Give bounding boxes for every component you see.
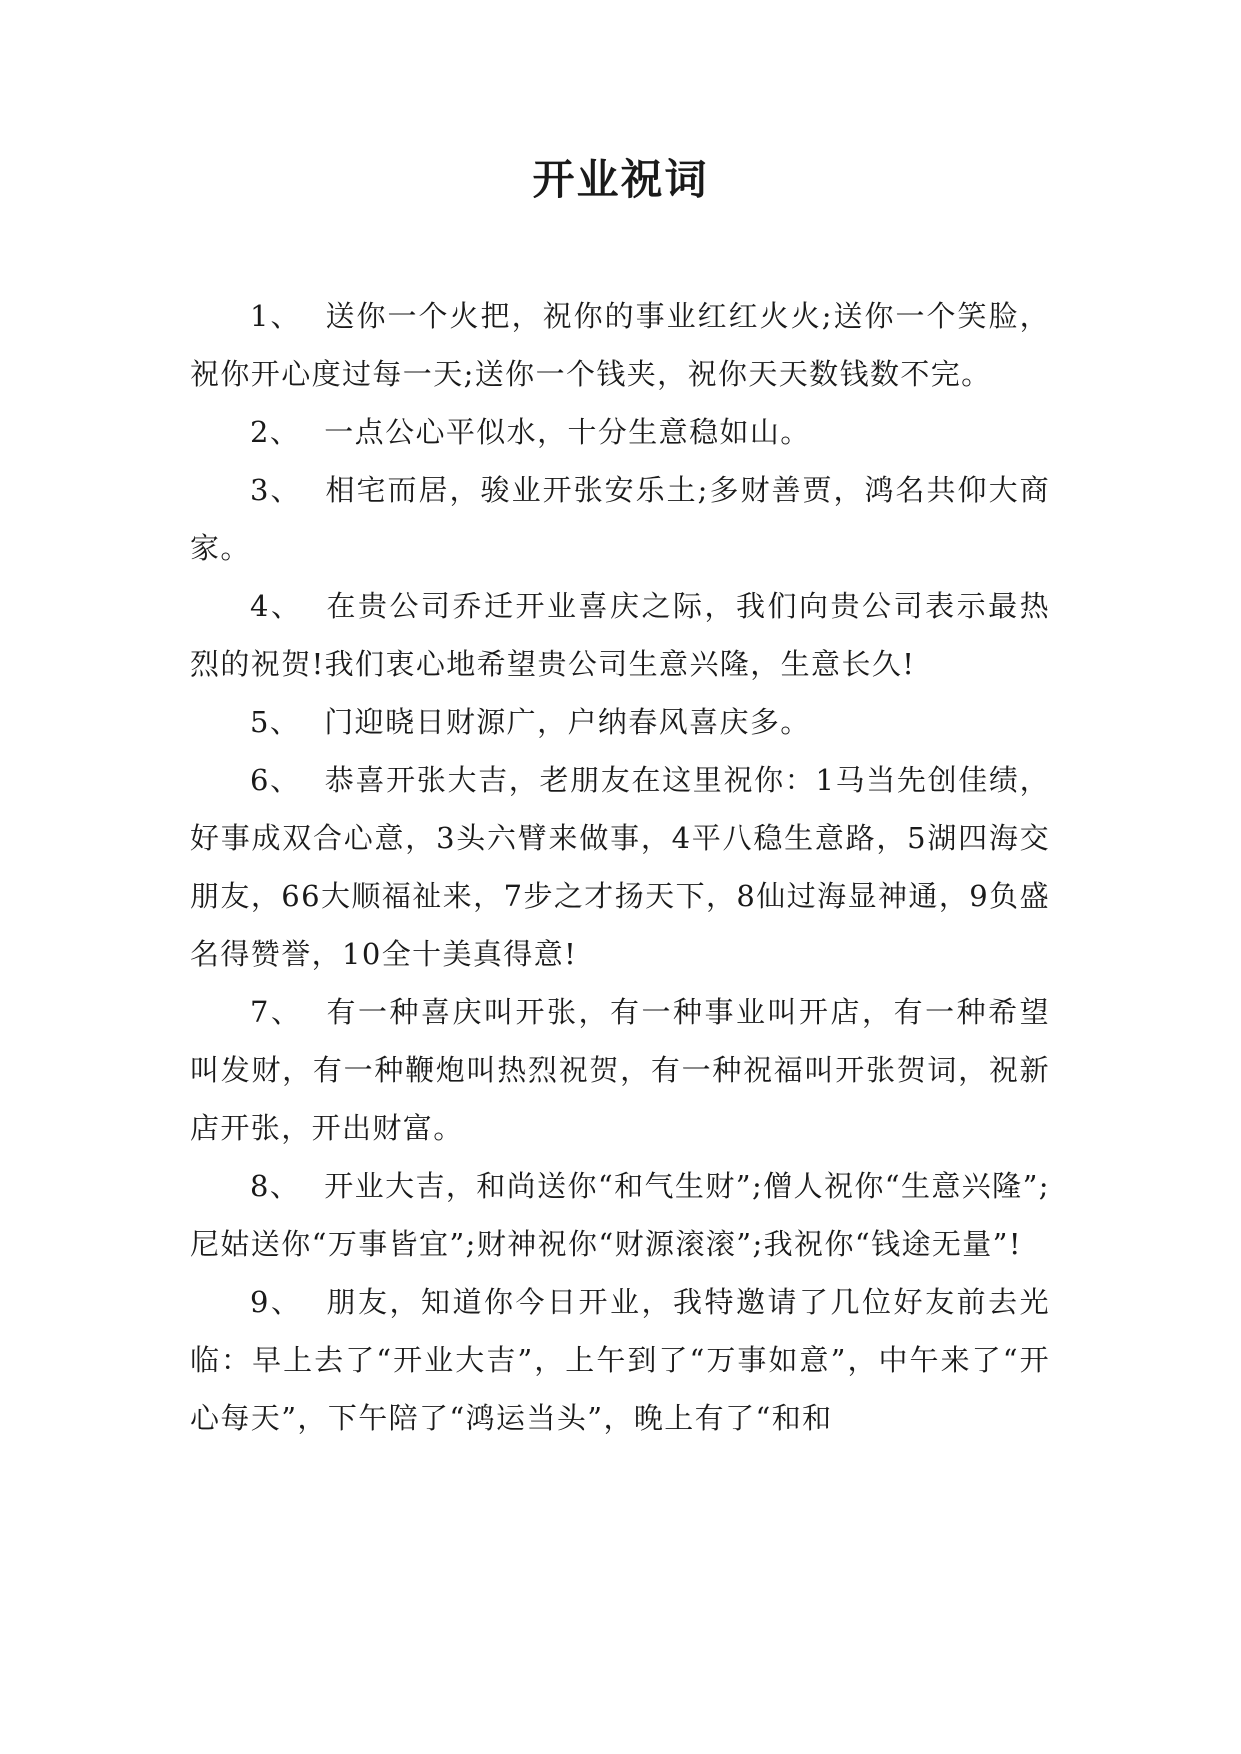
paragraph-text: 有一种喜庆叫开张，有一种事业叫开店，有一种希望叫发财，有一种鞭炮叫热烈祝贺，有一种祝福叫开张贺词，祝新店开张，开出财富。 xyxy=(190,995,1050,1145)
paragraph-text: 门迎晓日财源广，户纳春风喜庆多。 xyxy=(324,705,811,739)
paragraph-number: 2、 xyxy=(250,415,301,449)
paragraph-number: 8、 xyxy=(250,1169,301,1203)
paragraph-number: 1、 xyxy=(250,299,302,333)
paragraph-text: 一点公心平似水，十分生意稳如山。 xyxy=(324,415,811,449)
paragraph-number: 7、 xyxy=(250,995,303,1029)
paragraph-4 xyxy=(190,577,1050,693)
paragraph-text: 恭喜开张大吉，老朋友在这里祝你：1马当先创佳绩，好事成双合心意，3头六臂来做事，4平八稳生意路，5湖四海交朋友，66大顺福祉来，7步之才扬天下，8仙过海显神通，9负盛名得赞誉，10全十美真得意! xyxy=(190,763,1050,971)
paragraph-text: 在贵公司乔迁开业喜庆之际，我们向贵公司表示最热烈的祝贺!我们衷心地希望贵公司生意兴隆，生意长久! xyxy=(190,589,1050,681)
paragraph-text: 朋友，知道你今日开业，我特邀请了几位好友前去光临：早上去了“开业大吉”，上午到了“万事如意”，中午来了“开心每天”，下午陪了“鸿运当头”，晚上有了“和和 xyxy=(190,1285,1050,1435)
paragraph-number: 9、 xyxy=(250,1285,303,1319)
document-body xyxy=(190,287,1050,1447)
paragraph-number: 3、 xyxy=(250,473,302,507)
paragraph-number: 5、 xyxy=(250,705,301,739)
document-title: 开业祝词 xyxy=(532,155,709,204)
paragraph-number: 4、 xyxy=(250,589,303,623)
paragraph-text: 送你一个火把，祝你的事业红红火火;送你一个笑脸，祝你开心度过每一天;送你一个钱夹，祝你天天数钱数不完。 xyxy=(190,299,1050,391)
paragraph-text: 相宅而居，骏业开张安乐土;多财善贾，鸿名共仰大商家。 xyxy=(190,473,1050,565)
paragraph-9 xyxy=(190,1273,1050,1447)
paragraph-2 xyxy=(190,403,1050,461)
paragraph-number: 6、 xyxy=(250,763,301,797)
paragraph-7 xyxy=(190,983,1050,1157)
paragraph-1 xyxy=(190,287,1050,403)
paragraph-text: 开业大吉，和尚送你“和气生财”;僧人祝你“生意兴隆”;尼姑送你“万事皆宜”;财神祝你“财源滚滚”;我祝你“钱途无量”! xyxy=(190,1169,1050,1261)
paragraph-6 xyxy=(190,751,1050,983)
paragraph-8 xyxy=(190,1157,1050,1273)
paragraph-3 xyxy=(190,461,1050,577)
paragraph-5 xyxy=(190,693,1050,751)
